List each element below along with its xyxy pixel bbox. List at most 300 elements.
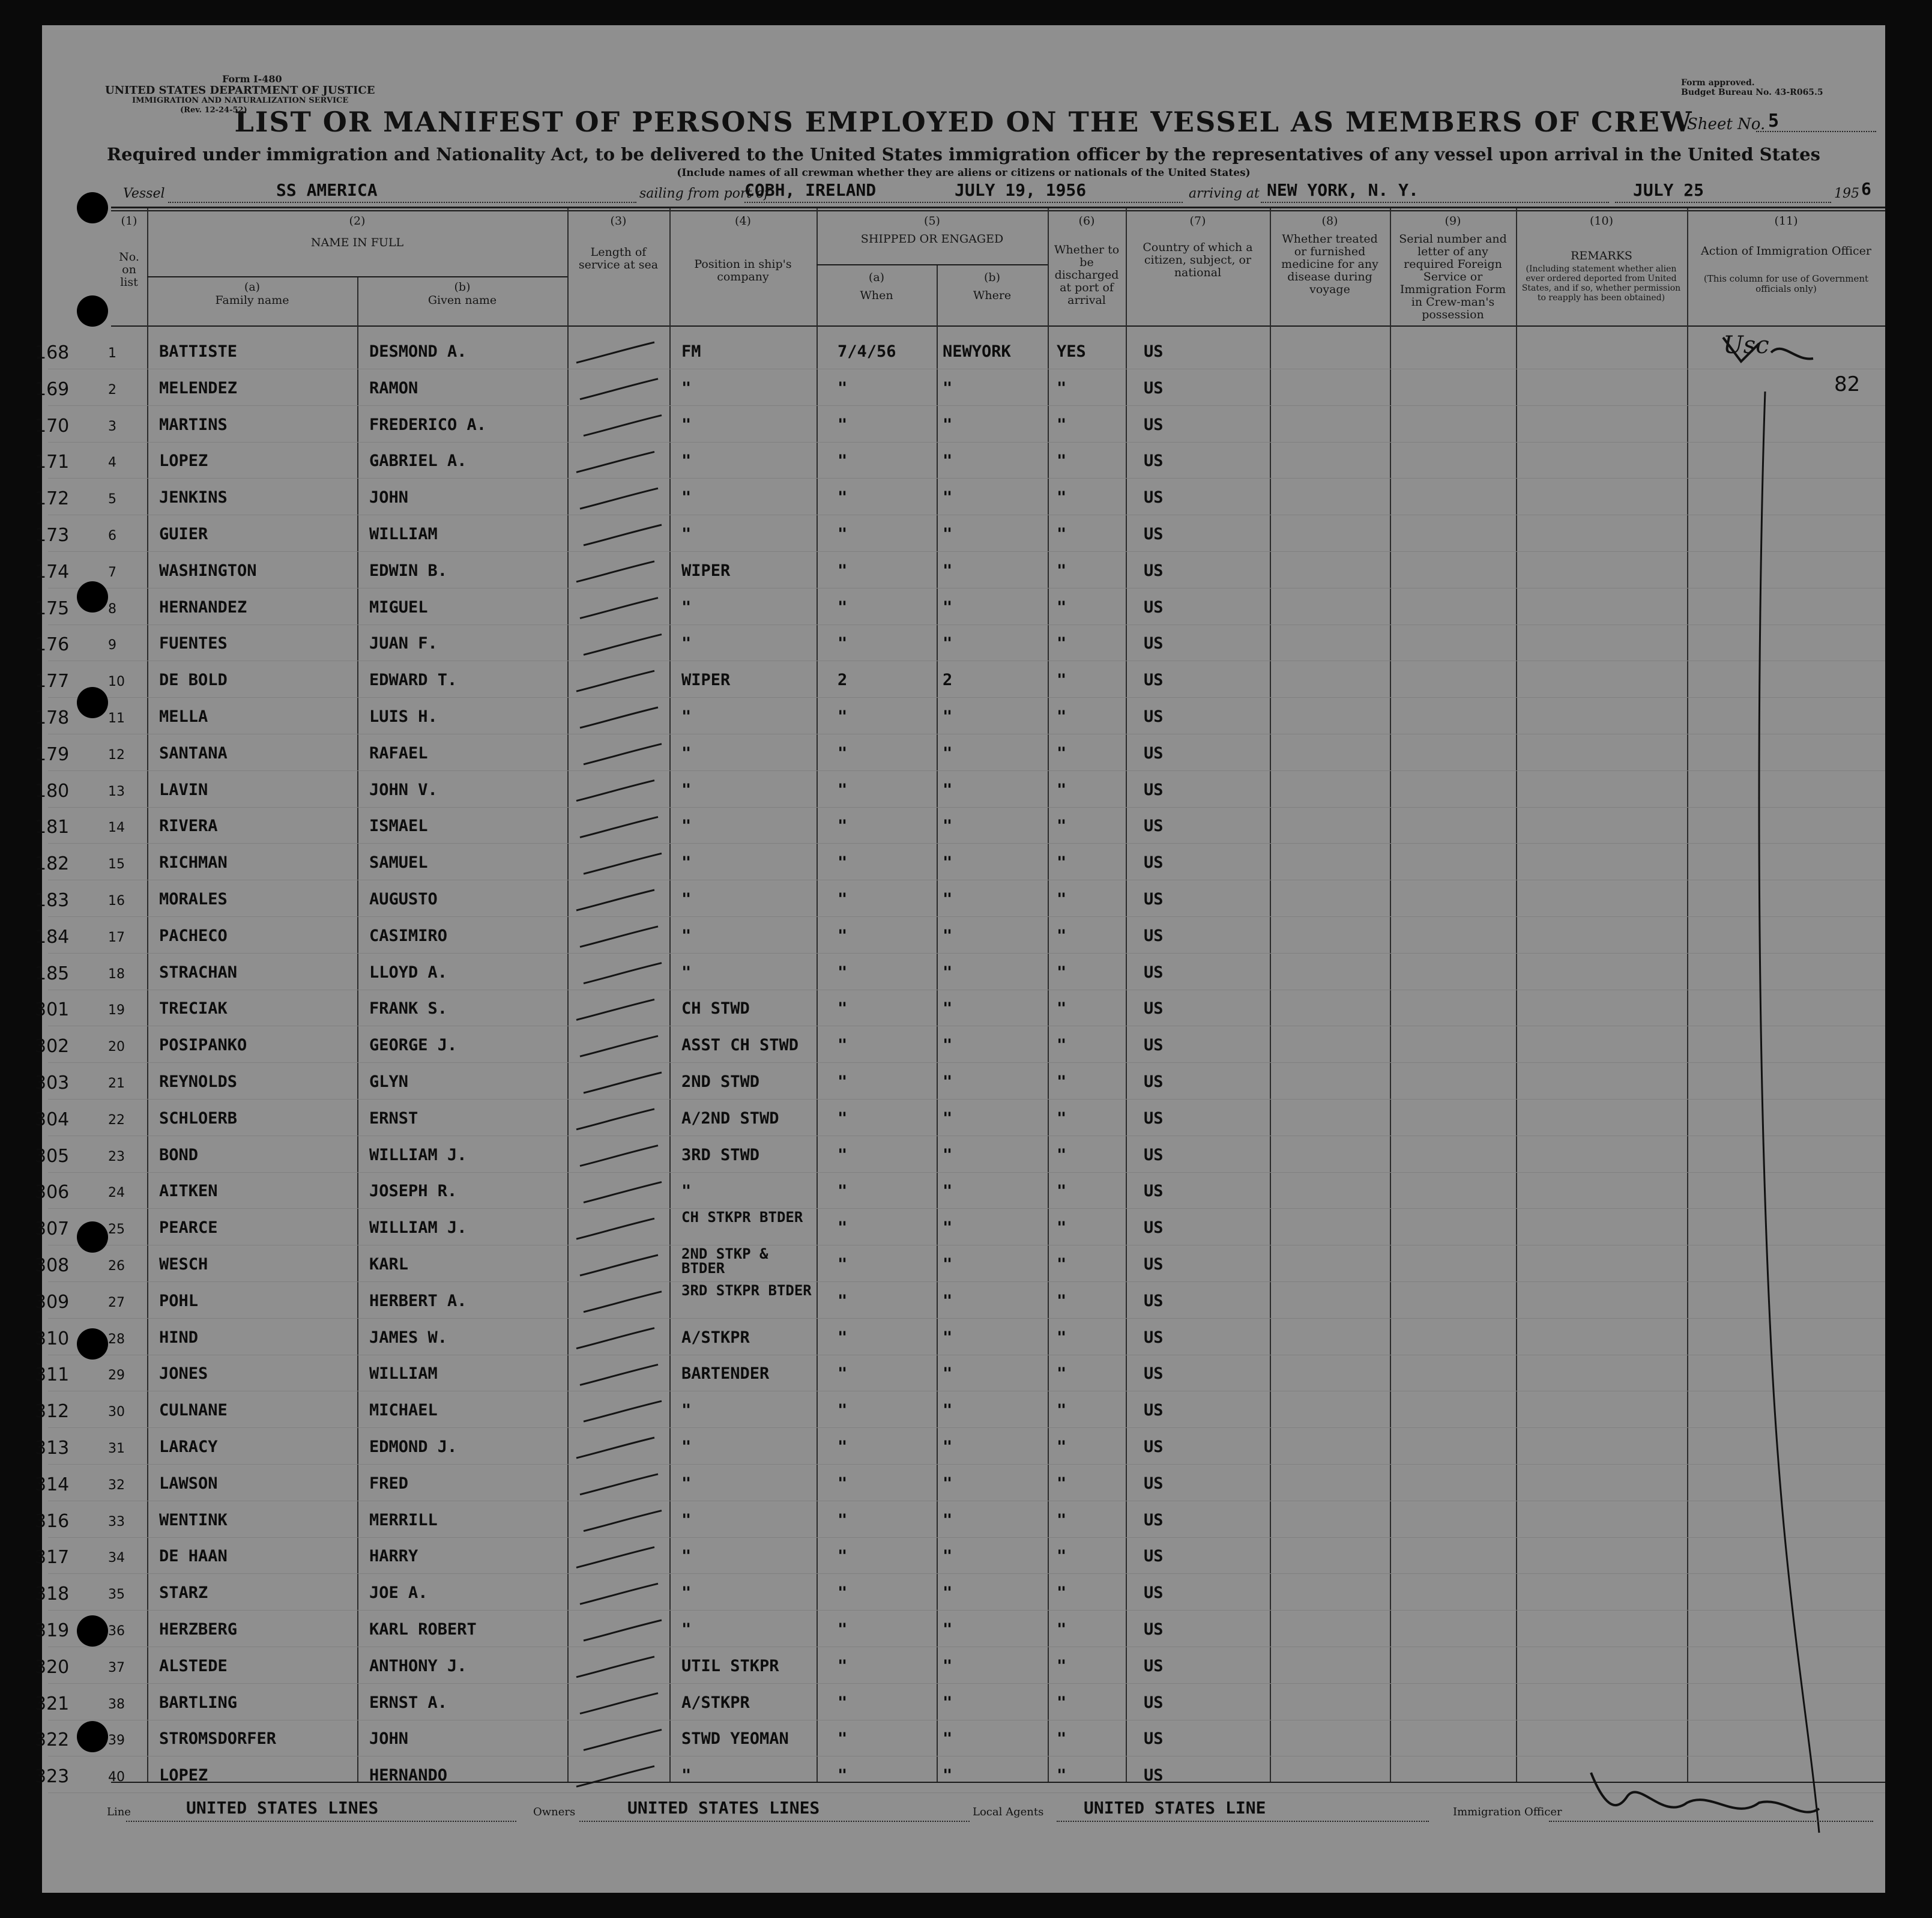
given-name: FRANK S. <box>369 999 448 1018</box>
country: US <box>1144 817 1164 836</box>
hand-number: 183 <box>35 890 70 911</box>
country: US <box>1144 890 1164 909</box>
position: " <box>681 452 692 471</box>
position: FM <box>681 342 701 361</box>
discharge: " <box>1057 963 1067 982</box>
form-number: Form I-480 <box>222 73 282 85</box>
page-title: LIST OR MANIFEST OF PERSONS EMPLOYED ON THE VESSEL AS MEMBERS OF CREW <box>234 106 1693 138</box>
country: US <box>1144 342 1164 361</box>
shipped-where: " <box>943 1766 953 1785</box>
list-number: 26 <box>108 1259 125 1274</box>
service-check-mark <box>576 1766 654 1786</box>
family-name: LAWSON <box>159 1474 218 1493</box>
shipped-where: " <box>943 415 953 434</box>
hand-number: 303 <box>35 1072 70 1094</box>
position: " <box>681 963 692 982</box>
country: US <box>1144 1474 1164 1493</box>
col5b-number: (b) <box>984 271 1000 284</box>
service-check-mark <box>580 379 658 399</box>
list-number: 34 <box>108 1550 125 1566</box>
country: US <box>1144 378 1164 398</box>
family-name: SANTANA <box>159 743 228 763</box>
discharge: " <box>1057 890 1067 909</box>
discharge: " <box>1057 1438 1067 1456</box>
country: US <box>1144 597 1164 617</box>
service-check-mark <box>576 1438 654 1458</box>
hand-number: 174 <box>35 561 70 582</box>
binder-hole <box>77 1615 108 1647</box>
hand-number: 175 <box>35 597 70 619</box>
col5b-header: Where <box>973 289 1012 302</box>
agents-underline <box>1057 1821 1429 1822</box>
discharge: " <box>1057 378 1067 398</box>
position: " <box>681 1401 692 1420</box>
given-name: ERNST A. <box>369 1693 448 1712</box>
hand-number: 168 <box>35 342 70 363</box>
arrival-date: JULY 25 <box>1633 180 1704 200</box>
list-number: 9 <box>108 638 116 653</box>
shipped-when: " <box>838 890 848 909</box>
shipped-when: " <box>838 378 848 398</box>
family-name: LOPEZ <box>159 452 208 471</box>
sailing-label: sailing from port of <box>639 186 769 201</box>
family-name: POHL <box>159 1291 199 1310</box>
line-underline <box>126 1821 516 1822</box>
hand-number: 311 <box>35 1364 70 1386</box>
discharge: " <box>1057 1182 1067 1201</box>
list-number: 33 <box>108 1514 125 1529</box>
shipped-where: " <box>943 963 953 982</box>
given-name: ANTHONY J. <box>369 1656 467 1675</box>
list-number: 21 <box>108 1076 125 1091</box>
family-name: WENTINK <box>159 1510 228 1529</box>
col3-number: (3) <box>610 214 627 228</box>
service-check-mark <box>576 781 654 801</box>
vessel-label: Vessel <box>123 186 165 201</box>
list-number: 24 <box>108 1185 125 1201</box>
given-name: KARL <box>369 1255 409 1274</box>
list-number: 25 <box>108 1222 125 1238</box>
sheet-number: 5 <box>1768 110 1780 132</box>
discharge: " <box>1057 1620 1067 1639</box>
shipped-when: " <box>838 780 848 799</box>
hand-number: 182 <box>35 853 70 875</box>
form-approved: Form approved. <box>1681 78 1755 88</box>
shipped-when: " <box>838 1766 848 1785</box>
family-name: POSIPANKO <box>159 1036 247 1055</box>
shipped-when: " <box>838 1656 848 1675</box>
family-name: HIND <box>159 1328 199 1347</box>
binder-hole <box>77 1328 108 1360</box>
given-name: HARRY <box>369 1547 418 1566</box>
position: " <box>681 707 692 726</box>
discharge: " <box>1057 1109 1067 1128</box>
shipped-where: " <box>943 1693 953 1712</box>
shipped-where: " <box>943 1145 953 1164</box>
shipped-when: " <box>838 1729 848 1749</box>
family-name: RIVERA <box>159 817 218 836</box>
service-check-mark <box>584 1401 662 1421</box>
discharge: " <box>1057 1401 1067 1420</box>
shipped-when: " <box>838 926 848 945</box>
shipped-when: " <box>838 707 848 726</box>
hand-number: 305 <box>35 1145 70 1167</box>
position: 3RD STWD <box>681 1145 760 1164</box>
family-name: TRECIAK <box>159 999 228 1018</box>
list-number: 20 <box>108 1039 125 1055</box>
hand-number: 302 <box>35 1036 70 1057</box>
country: US <box>1144 671 1164 690</box>
list-number: 28 <box>108 1331 125 1347</box>
country: US <box>1144 1328 1164 1347</box>
country: US <box>1144 1401 1164 1420</box>
service-check-mark <box>584 634 662 655</box>
officer-signature-text <box>1603 1770 1738 1805</box>
service-check-mark <box>580 1146 658 1166</box>
given-name: JOHN <box>369 1729 409 1749</box>
country: US <box>1144 488 1164 507</box>
list-number: 13 <box>108 784 125 799</box>
shipped-when: 2 <box>838 671 848 690</box>
given-name: HERBERT A. <box>369 1291 467 1310</box>
discharge: " <box>1057 1145 1067 1164</box>
country: US <box>1144 1656 1164 1675</box>
agents-name: UNITED STATES LINE <box>1084 1798 1266 1818</box>
hand-number: 314 <box>35 1474 70 1495</box>
given-name: HERNANDO <box>369 1766 448 1785</box>
discharge: " <box>1057 1510 1067 1529</box>
col9-number: (9) <box>1444 214 1461 228</box>
discharge: " <box>1057 780 1067 799</box>
position: " <box>681 890 692 909</box>
position: A/STKPR <box>681 1693 750 1712</box>
discharge: " <box>1057 1584 1067 1603</box>
given-name: ISMAEL <box>369 817 428 836</box>
discharge: " <box>1057 561 1067 580</box>
shipped-where: " <box>943 1182 953 1201</box>
discharge: " <box>1057 1693 1067 1712</box>
family-name: BATTISTE <box>159 342 238 361</box>
officer-label: Immigration Officer <box>1453 1806 1562 1818</box>
handwritten-marks <box>42 25 1885 1893</box>
shipped-when: " <box>838 743 848 763</box>
family-name: HERZBERG <box>159 1620 238 1639</box>
hand-number: 319 <box>35 1620 70 1641</box>
hand-number: 312 <box>35 1401 70 1423</box>
binder-hole <box>77 581 108 613</box>
hand-number: 177 <box>35 671 70 692</box>
family-name: CULNANE <box>159 1401 228 1420</box>
binder-hole <box>77 1721 108 1752</box>
col6-number: (6) <box>1078 214 1095 228</box>
shipped-where: " <box>943 780 953 799</box>
shipped-when: " <box>838 1474 848 1493</box>
family-name: RICHMAN <box>159 853 228 873</box>
country: US <box>1144 999 1164 1018</box>
list-number: 10 <box>108 674 125 690</box>
position: UTIL STKPR <box>681 1656 779 1675</box>
shipped-where: " <box>943 1364 953 1384</box>
country: US <box>1144 1255 1164 1274</box>
family-name: GUIER <box>159 525 208 543</box>
service-check-mark <box>580 927 658 947</box>
shipped-where: " <box>943 1401 953 1420</box>
list-number: 31 <box>108 1441 125 1456</box>
given-name: WILLIAM J. <box>369 1218 467 1238</box>
country: US <box>1144 1145 1164 1164</box>
shipped-where: " <box>943 1036 953 1055</box>
list-number: 39 <box>108 1733 125 1749</box>
country: US <box>1144 452 1164 471</box>
country: US <box>1144 1584 1164 1603</box>
discharge: " <box>1057 1218 1067 1238</box>
hand-number: 176 <box>35 634 70 656</box>
position: " <box>681 780 692 799</box>
position: CH STKPR BTDER <box>681 1209 803 1226</box>
col8-header: Whether treated or furnished medicine for any disease during voyage <box>1281 232 1378 296</box>
given-name: CASIMIRO <box>369 926 448 945</box>
service-check-mark <box>576 999 654 1020</box>
country: US <box>1144 926 1164 945</box>
departure-date: JULY 19, 1956 <box>955 180 1087 200</box>
discharge: " <box>1057 1036 1067 1055</box>
service-check-mark <box>584 1620 662 1641</box>
position: 2ND STWD <box>681 1072 760 1091</box>
list-number: 30 <box>108 1405 125 1420</box>
arrival-port: NEW YORK, N. Y. <box>1267 180 1419 200</box>
country: US <box>1144 1291 1164 1310</box>
list-number: 1 <box>108 346 116 361</box>
count-annotation: 82 <box>1834 372 1861 396</box>
col9-header: Serial number and letter of any required Foreign Service or Immigration Form in Crew-man's possession <box>1399 232 1507 321</box>
shipped-where: " <box>943 488 953 507</box>
given-name: RAFAEL <box>369 743 428 763</box>
list-number: 3 <box>108 419 116 434</box>
position: " <box>681 525 692 543</box>
family-name: JENKINS <box>159 488 228 507</box>
service-check-mark <box>580 817 658 837</box>
discharge: " <box>1057 597 1067 617</box>
service-check-mark <box>584 1511 662 1531</box>
country: US <box>1144 634 1164 653</box>
shipped-where: 2 <box>943 671 953 690</box>
position: " <box>681 817 692 836</box>
given-name: JUAN F. <box>369 634 438 653</box>
shipped-when: " <box>838 1620 848 1639</box>
family-name: BOND <box>159 1145 199 1164</box>
discharge: " <box>1057 634 1067 653</box>
position: WIPER <box>681 671 731 690</box>
shipped-where: " <box>943 1438 953 1456</box>
shipped-where: " <box>943 1510 953 1529</box>
col2b-header: Given name <box>427 294 497 307</box>
discharge: " <box>1057 525 1067 543</box>
service-check-mark <box>584 416 662 436</box>
service-check-mark <box>584 1072 662 1093</box>
owners-underline <box>579 1821 970 1822</box>
hand-number: 169 <box>35 378 70 400</box>
given-name: AUGUSTO <box>369 890 438 909</box>
binder-hole <box>77 1221 108 1253</box>
given-name: MERRILL <box>369 1510 438 1529</box>
family-name: BARTLING <box>159 1693 238 1712</box>
service-check-mark <box>576 1547 654 1567</box>
list-number: 2 <box>108 382 116 398</box>
col11-number: (11) <box>1774 214 1798 228</box>
position: " <box>681 1766 692 1785</box>
hand-number: 318 <box>35 1584 70 1605</box>
hand-number: 184 <box>35 926 70 948</box>
position: " <box>681 1438 692 1456</box>
vessel-name: SS AMERICA <box>276 180 378 200</box>
shipped-when: " <box>838 597 848 617</box>
col6-header: Whether to be discharged at port of arrival <box>1054 243 1120 307</box>
shipped-where: NEWYORK <box>943 342 1011 361</box>
given-name: LUIS H. <box>369 707 438 726</box>
shipped-where: " <box>943 817 953 836</box>
discharge: " <box>1057 743 1067 763</box>
hand-number: 304 <box>35 1109 70 1130</box>
country: US <box>1144 1693 1164 1712</box>
list-number: 36 <box>108 1624 125 1639</box>
list-number: 38 <box>108 1696 125 1712</box>
position: " <box>681 597 692 617</box>
shipped-where: " <box>943 452 953 471</box>
service: IMMIGRATION AND NATURALIZATION SERVICE <box>132 96 349 105</box>
family-name: STARZ <box>159 1584 208 1603</box>
shipped-when: " <box>838 1364 848 1384</box>
country: US <box>1144 1218 1164 1238</box>
shipped-when: " <box>838 415 848 434</box>
discharge: " <box>1057 452 1067 471</box>
shipped-when: " <box>838 853 848 873</box>
hand-number: 310 <box>35 1328 70 1349</box>
shipped-when: " <box>838 1145 848 1164</box>
hand-number: 179 <box>35 743 70 765</box>
hand-number: 317 <box>35 1547 70 1569</box>
col7-header: Country of which a citizen, subject, or national <box>1143 241 1253 279</box>
family-name: MELLA <box>159 707 208 726</box>
discharge: " <box>1057 1474 1067 1493</box>
manifest-sheet <box>35 25 1885 1893</box>
position: " <box>681 1584 692 1603</box>
list-number: 18 <box>108 966 125 982</box>
discharge: " <box>1057 415 1067 434</box>
discharge: " <box>1057 1364 1067 1384</box>
agents-label: Local Agents <box>973 1806 1044 1818</box>
position: " <box>681 926 692 945</box>
country: US <box>1144 963 1164 982</box>
discharge: " <box>1057 1328 1067 1347</box>
list-number: 22 <box>108 1112 125 1128</box>
given-name: GLYN <box>369 1072 409 1091</box>
shipped-when: " <box>838 525 848 543</box>
family-name: REYNOLDS <box>159 1072 238 1091</box>
given-name: WILLIAM <box>369 1364 438 1384</box>
list-number: 11 <box>108 711 125 726</box>
country: US <box>1144 780 1164 799</box>
discharge: " <box>1057 1766 1067 1785</box>
hand-number: 309 <box>35 1291 70 1313</box>
discharge: " <box>1057 1656 1067 1675</box>
country: US <box>1144 1182 1164 1201</box>
given-name: JOE A. <box>369 1584 428 1603</box>
family-name: LAVIN <box>159 780 208 799</box>
shipped-where: " <box>943 1729 953 1749</box>
col5a-header: When <box>860 289 893 302</box>
family-name: FUENTES <box>159 634 228 653</box>
service-check-mark <box>580 1584 658 1604</box>
discharge: " <box>1057 926 1067 945</box>
family-name: WESCH <box>159 1255 208 1274</box>
service-check-mark <box>576 452 654 472</box>
shipped-when: " <box>838 561 848 580</box>
shipped-where: " <box>943 1474 953 1493</box>
given-name: JOHN V. <box>369 780 438 799</box>
service-check-mark <box>584 963 662 984</box>
position: STWD YEOMAN <box>681 1729 789 1749</box>
col2a-header: Family name <box>215 294 289 307</box>
country: US <box>1144 1072 1164 1091</box>
col4-number: (4) <box>735 214 751 228</box>
line-name: UNITED STATES LINES <box>186 1798 379 1818</box>
service-check-mark <box>584 1729 662 1750</box>
given-name: ERNST <box>369 1109 418 1128</box>
shipped-when: " <box>838 1584 848 1603</box>
shipped-when: " <box>838 1328 848 1347</box>
list-number: 7 <box>108 564 116 580</box>
family-name: WASHINGTON <box>159 561 257 580</box>
service-check-mark <box>576 890 654 910</box>
list-number: 4 <box>108 455 116 471</box>
position: " <box>681 634 692 653</box>
family-name: STROMSDORFER <box>159 1729 277 1749</box>
col7-number: (7) <box>1189 214 1206 228</box>
country: US <box>1144 1036 1164 1055</box>
list-number: 19 <box>108 1003 125 1018</box>
family-name: LARACY <box>159 1438 218 1456</box>
position: CH STWD <box>681 999 750 1018</box>
position: " <box>681 1182 692 1201</box>
position: " <box>681 853 692 873</box>
discharge: " <box>1057 1547 1067 1566</box>
shipped-when: " <box>838 488 848 507</box>
shipped-when: " <box>838 1547 848 1566</box>
country: US <box>1144 1438 1164 1456</box>
hand-number: 321 <box>35 1693 70 1714</box>
family-name: DE HAAN <box>159 1547 228 1566</box>
budget-bureau: Budget Bureau No. 43-R065.5 <box>1681 88 1823 97</box>
country: US <box>1144 1766 1164 1785</box>
vertical-check-line <box>1759 392 1819 1833</box>
position: A/STKPR <box>681 1328 750 1347</box>
family-name: MORALES <box>159 890 228 909</box>
shipped-where: " <box>943 561 953 580</box>
position: " <box>681 1620 692 1639</box>
position: 2ND STKP & BTDER <box>681 1245 768 1277</box>
list-number: 40 <box>108 1770 125 1785</box>
list-number: 27 <box>108 1295 125 1310</box>
discharge: " <box>1057 999 1067 1018</box>
shipped-where: " <box>943 525 953 543</box>
given-name: DESMOND A. <box>369 342 467 361</box>
service-check-mark <box>576 671 654 691</box>
hand-number: 172 <box>35 488 70 510</box>
shipped-where: " <box>943 1109 953 1128</box>
hand-number: 170 <box>35 415 70 437</box>
hand-number: 313 <box>35 1438 70 1459</box>
officer-initials: Usc <box>1723 331 1769 359</box>
